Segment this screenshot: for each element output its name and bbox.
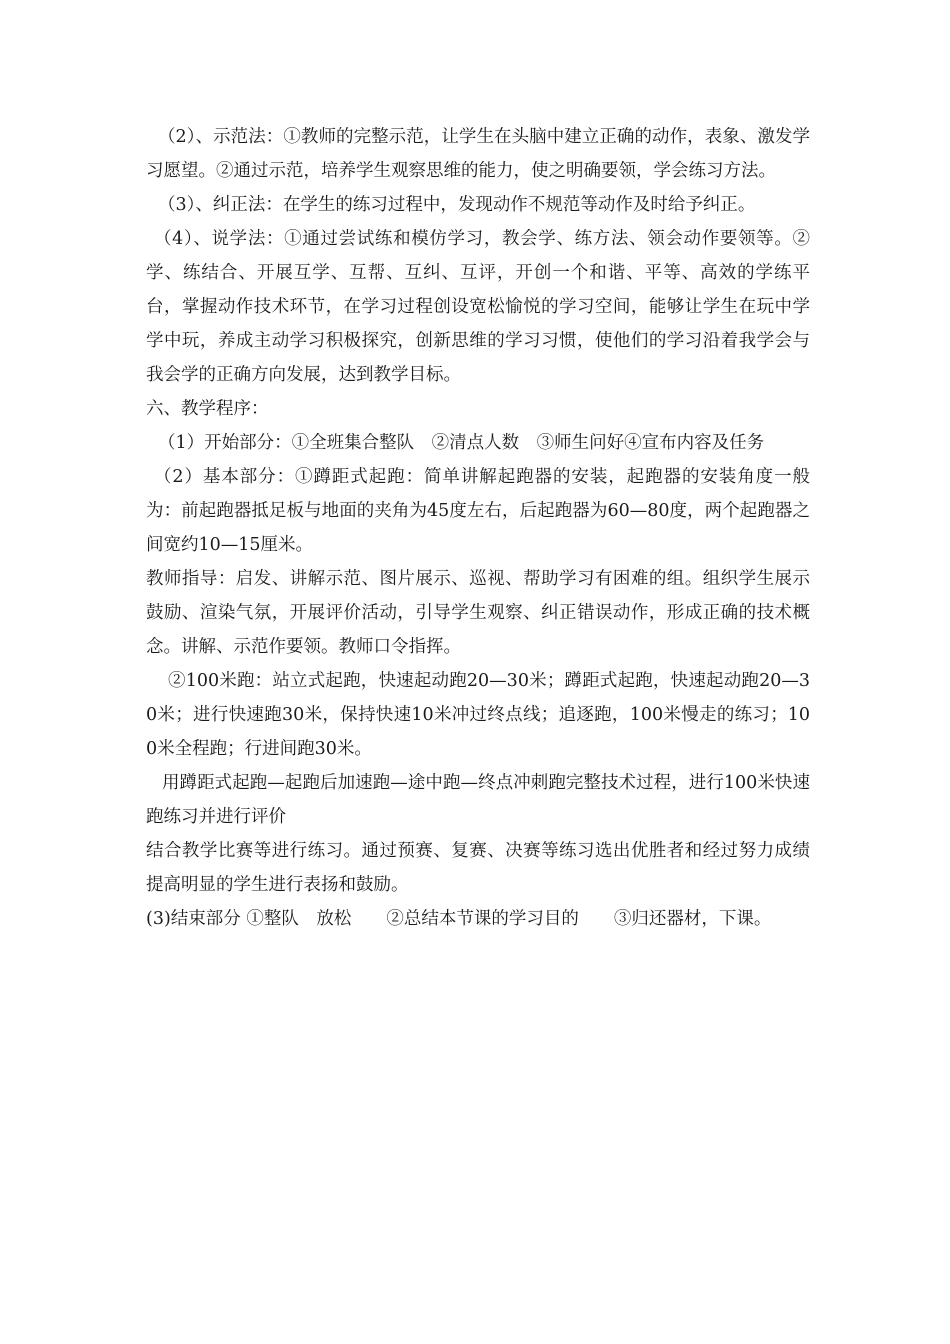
paragraph-learning-method: （4）、说学法：①通过尝试练和模仿学习，教会学、练方法、领会动作要领等。②学、练结合、开展互学、互帮、互纠、互评，开创一个和谐、平等、高效的学练平台，掌握动作技术环节，在学习过程创设宽松愉悦的学习空间，能够让学生在玩中学学中玩，养成主动学习积极探究，创新思维的学习习惯，使他们的学习沿着我学会与我会学的正确方向发展，达到教学目标。 xyxy=(146,229,810,385)
paragraph-basic-part: （2）基本部分：①蹲距式起跑：简单讲解起跑器的安装，起跑器的安装角度一般为：前起跑器抵足板与地面的夹角为45度左右，后起跑器为60—80度，两个起跑器之间宽约10—15厘米。 xyxy=(146,467,810,555)
paragraph-demonstration-method: （2）、示范法：①教师的完整示范，让学生在头脑中建立正确的动作，表象、激发学习愿望。②通过示范，培养学生观察思维的能力，使之明确要领，学会练习方法。 xyxy=(146,127,810,181)
paragraph-competition-practice: 结合教学比赛等进行练习。通过预赛、复赛、决赛等练习选出优胜者和经过努力成绩提高明显的学生进行表扬和鼓励。 xyxy=(146,841,810,895)
paragraph-full-technique: 用蹲距式起跑—起跑后加速跑—途中跑—终点冲刺跑完整技术过程，进行100米快速跑练习并进行评价 xyxy=(146,773,810,827)
paragraph-opening-part: （1）开始部分：①全班集合整队 ②清点人数 ③师生问好④宣布内容及任务 xyxy=(158,433,765,453)
paragraph-closing-part: (3)结束部分 ①整队 放松 ②总结本节课的学习目的 ③归还器材，下课。 xyxy=(146,909,772,929)
document-body xyxy=(146,120,810,936)
section-heading-teaching-procedure: 六、教学程序： xyxy=(146,399,269,419)
paragraph-100m-run: ②100米跑：站立式起跑，快速起动跑20—30米；蹲距式起跑，快速起动跑20—30米；进行快速跑30米，保持快速10米冲过终点线；追逐跑，100米慢走的练习；100米全程跑；行进间跑30米。 xyxy=(146,671,810,759)
paragraph-correction-method: （3）、纠正法：在学生的练习过程中，发现动作不规范等动作及时给予纠正。 xyxy=(158,195,756,215)
paragraph-teacher-guidance: 教师指导：启发、讲解示范、图片展示、巡视、帮助学习有困难的组。组织学生展示鼓励、渲染气氛，开展评价活动，引导学生观察、纠正错误动作，形成正确的技术概念。讲解、示范作要领。教师口令指挥。 xyxy=(146,569,810,657)
